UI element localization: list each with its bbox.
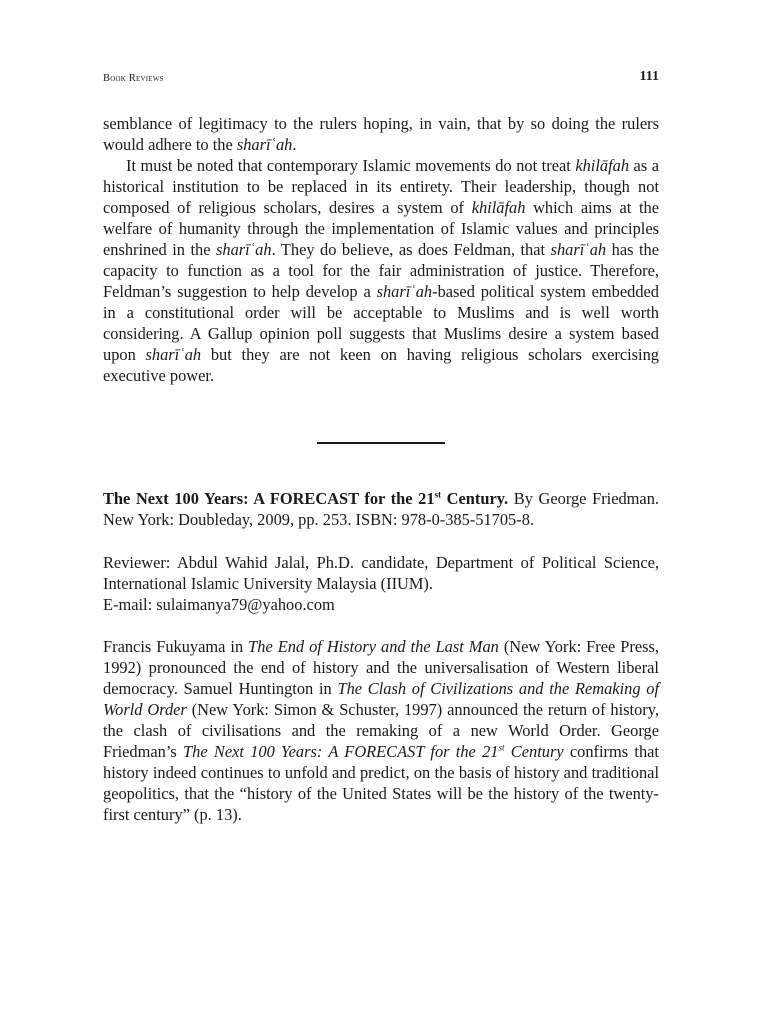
- book-citation: [103, 488, 659, 530]
- page-number: 111: [639, 69, 659, 84]
- paragraph-islamic-movements: It must be noted that contemporary Islamic movements do not treat khilāfah as a historical institution to be replaced in its entirety. Their leadership, though not composed of religious scholars, desires a system of khilāfah which aims at the welfare of humanity through the implementation of Islamic values and principles enshrined in the sharīʿah. They do believe, as does Feldman, that sharīʿah has the capacity to function as a tool for the fair administration of justice. Therefore, Feldman’s suggestion to help develop a sharīʿah-based political system embedded in a constitutional order will be acceptable to Muslims and is well worth considering. A Gallup opinion poll suggests that Muslims desire a system based upon sharīʿah but they are not keen on having religious scholars exercising executive power.: [103, 156, 660, 385]
- journal-section-title: Book Reviews: [103, 73, 164, 84]
- book-title: The Next 100 Years: A FORECAST for the 21st Century.: [103, 489, 509, 508]
- reviewer-email: E-mail: sulaimanya79@yahoo.com: [103, 595, 335, 614]
- book-details: By George Friedman. New York: Doubleday, 2009, pp. 253. ISBN: 978-0-385-51705-8.: [103, 489, 660, 529]
- review-body-paragraph: Francis Fukuyama in The End of History and the Last Man (New York: Free Press, 1992) pronounced the end of history and the universalisation of Western liberal democracy. Samuel Huntington in The Clash of Civilizations and the Remaking of World Order (New York: Simon & Schuster, 1997) announced the return of history, the clash of civilisations and the remaking of a new World Order. George Friedman’s The Next 100 Years: A FORECAST for the 21st Century confirms that history indeed continues to unfold and predict, on the basis of history and traditional geopolitics, that the “history of the United States will be the history of the twenty-first century” (p. 13).: [103, 637, 659, 824]
- document-page: [103, 64, 659, 825]
- section-divider: [317, 442, 445, 444]
- reviewer-info: Reviewer: Abdul Wahid Jalal, Ph.D. candidate, Department of Political Science, International Islamic University Malaysia (IIUM). E-mail: sulaimanya79@yahoo.com: [103, 553, 659, 614]
- paragraph-continuation: semblance of legitimacy to the rulers hoping, in vain, that by so doing the rulers would adhere to the sharīʿah.: [103, 114, 659, 154]
- running-head: [103, 64, 659, 86]
